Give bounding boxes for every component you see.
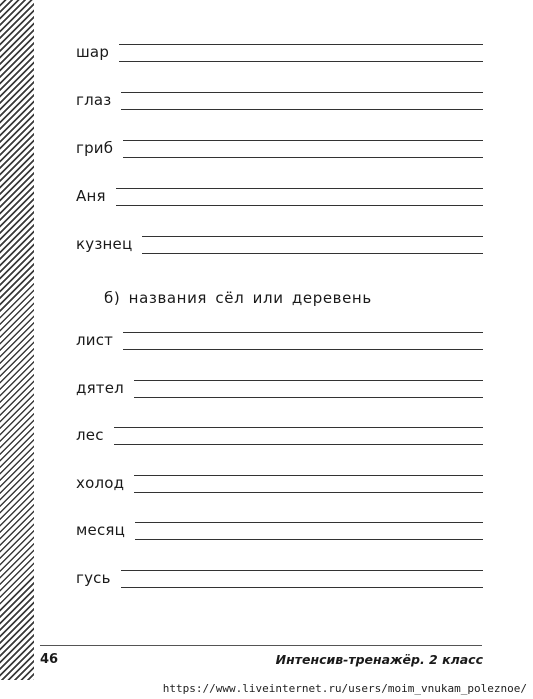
exercise-word: шар xyxy=(76,43,110,61)
exercise-row xyxy=(76,85,483,115)
exercise-row xyxy=(76,37,483,67)
writing-lines xyxy=(142,236,483,254)
writing-lines xyxy=(134,380,483,398)
exercise-word: глаз xyxy=(76,91,112,109)
exercise-row xyxy=(76,468,483,498)
exercise-word: гриб xyxy=(76,139,114,157)
book-title: Интенсив-тренажёр. 2 класс xyxy=(275,652,483,667)
exercise-word: лист xyxy=(76,331,114,349)
writing-lines xyxy=(123,332,483,350)
writing-lines xyxy=(123,140,483,158)
exercise-row xyxy=(76,325,483,355)
writing-lines xyxy=(121,92,483,110)
exercise-word: Аня xyxy=(76,187,106,205)
source-url-watermark: https://www.liveinternet.ru/users/moim_vnukam_poleznoe/ xyxy=(162,682,527,695)
exercise-word: лес xyxy=(76,426,104,444)
writing-lines xyxy=(134,475,483,493)
footer-divider xyxy=(40,645,482,646)
exercise-word: холод xyxy=(76,474,125,492)
exercise-row xyxy=(76,515,483,545)
exercise-word: дятел xyxy=(76,379,124,397)
writing-lines xyxy=(135,522,483,540)
exercise-word: месяц xyxy=(76,521,126,539)
exercise-row xyxy=(76,420,483,450)
section-subheading: б) названия сёл или деревень xyxy=(104,289,372,307)
page-number: 46 xyxy=(40,652,59,667)
writing-lines xyxy=(121,570,483,588)
exercise-word: гусь xyxy=(76,569,111,587)
exercise-row xyxy=(76,563,483,593)
writing-lines xyxy=(114,427,483,445)
exercise-row xyxy=(76,229,483,259)
exercise-word: кузнец xyxy=(76,235,133,253)
exercise-row xyxy=(76,373,483,403)
exercise-row xyxy=(76,181,483,211)
writing-lines xyxy=(119,44,483,62)
writing-lines xyxy=(116,188,483,206)
exercise-row xyxy=(76,133,483,163)
